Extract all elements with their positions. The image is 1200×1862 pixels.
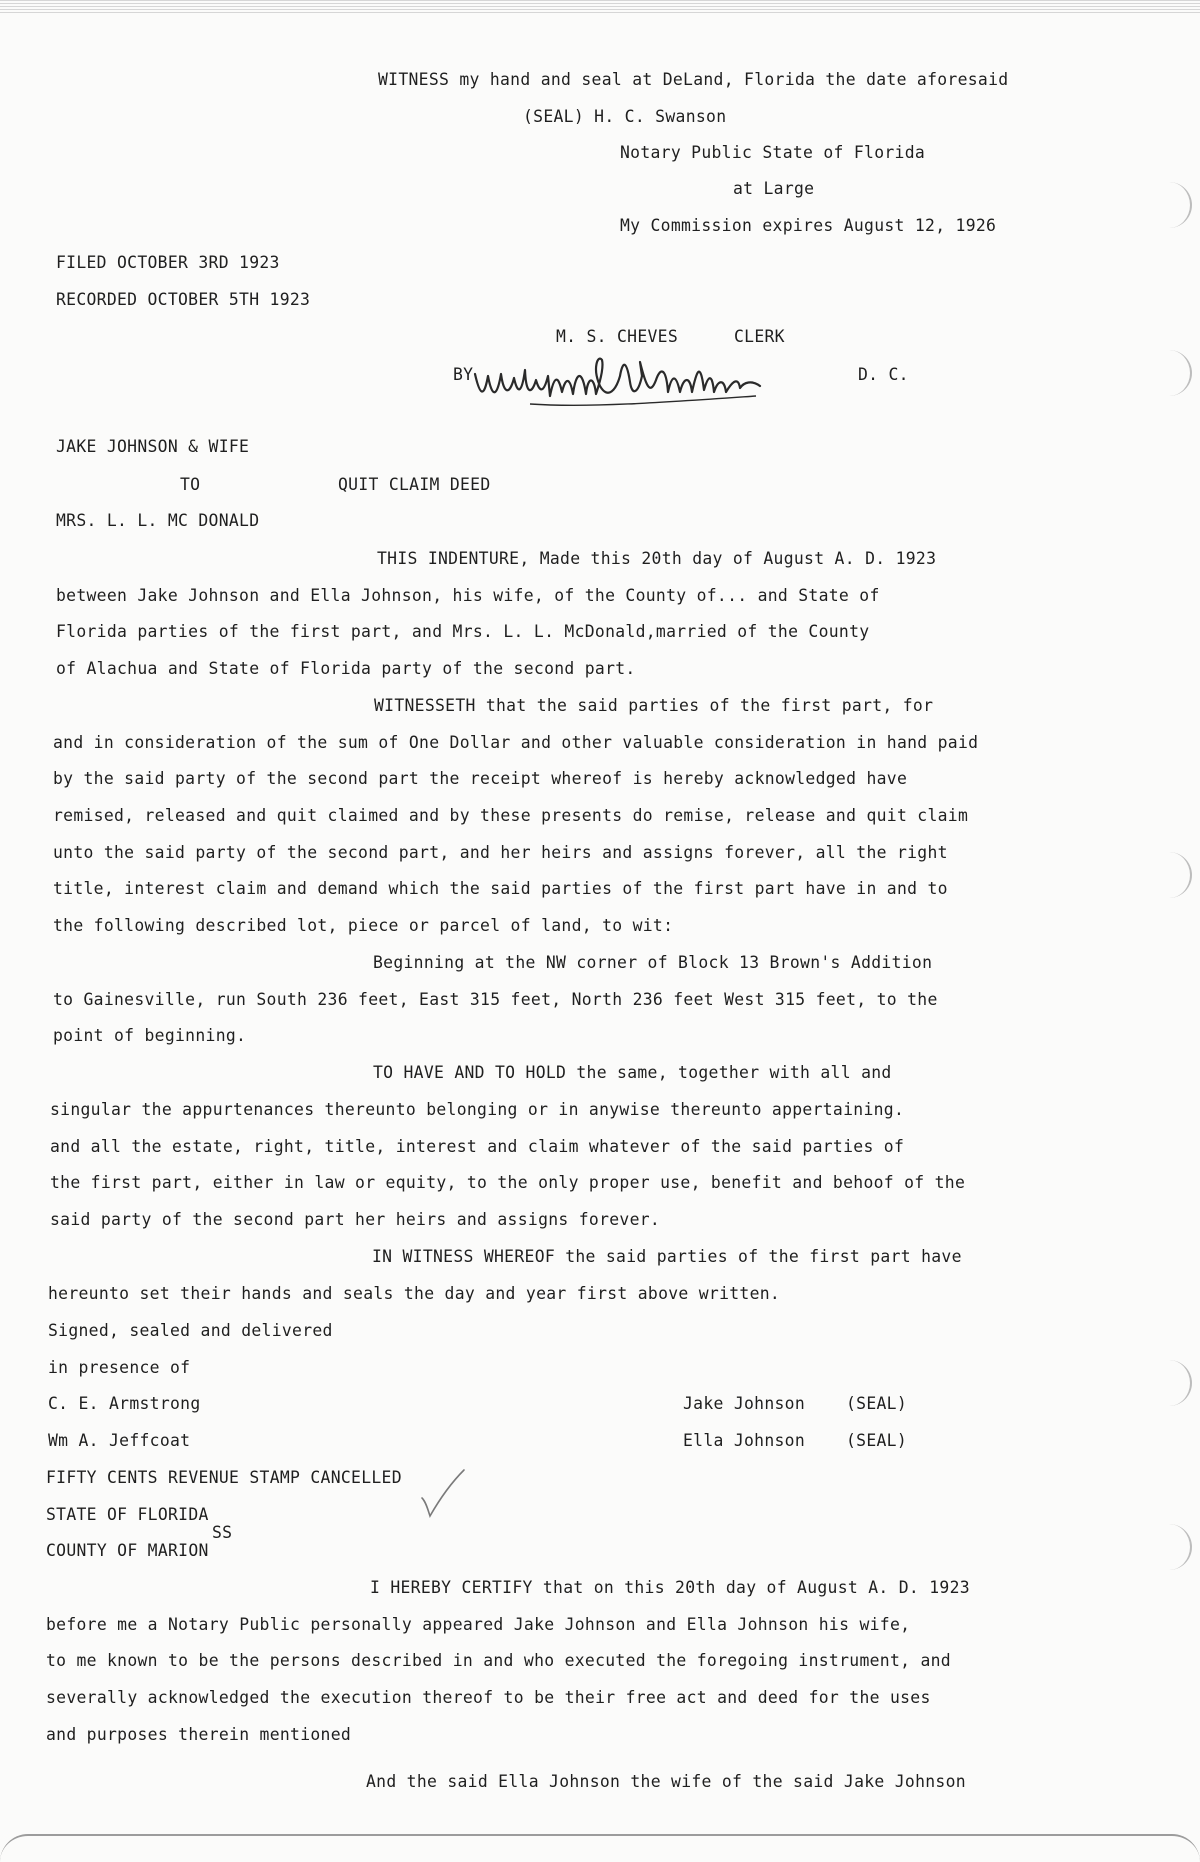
text-line-cert-02: before me a Notary Public personally appeared Jake Johnson and Ella Johnson his wife, bbox=[46, 1615, 911, 1634]
text-line-witness-1: C. E. Armstrong bbox=[48, 1394, 201, 1413]
text-line-county: COUNTY OF MARION bbox=[46, 1541, 209, 1560]
punch-hole bbox=[1162, 852, 1192, 898]
text-line-cert-01: I HEREBY CERTIFY that on this 20th day of August A. D. 1923 bbox=[370, 1578, 970, 1597]
text-line-witness-2: Wm A. Jeffcoat bbox=[48, 1431, 191, 1450]
text-line-body-16: singular the appurtenances thereunto belonging or in anywise thereunto appertaining. bbox=[50, 1100, 905, 1119]
text-line-body-17: and all the estate, right, title, interest and claim whatever of the said parties of bbox=[50, 1137, 905, 1156]
text-line-body-15: TO HAVE AND TO HOLD the same, together with all and bbox=[373, 1063, 892, 1082]
text-line-body-18: the first part, either in law or equity, to the only proper use, benefit and behoof of the bbox=[50, 1173, 966, 1192]
text-line-grantee: MRS. L. L. MC DONALD bbox=[56, 511, 260, 530]
text-line-recorded: RECORDED OCTOBER 5TH 1923 bbox=[56, 290, 311, 309]
text-line-body-12: Beginning at the NW corner of Block 13 Brown's Addition bbox=[373, 953, 933, 972]
text-line-grantor: JAKE JOHNSON & WIFE bbox=[56, 437, 250, 456]
text-line-seal-1: (SEAL) bbox=[846, 1394, 908, 1413]
text-line-body-20: IN WITNESS WHEREOF the said parties of the first part have bbox=[372, 1247, 962, 1266]
text-line-body-06: and in consideration of the sum of One Dollar and other valuable consideration in hand paid bbox=[53, 733, 979, 752]
text-line-body-08: remised, released and quit claimed and by these presents do remise, release and quit claim bbox=[53, 806, 969, 825]
text-line-cert-04: severally acknowledged the execution thereof to be their free act and deed for the uses bbox=[46, 1688, 931, 1707]
text-line-body-13: to Gainesville, run South 236 feet, East 315 feet, North 236 feet West 315 feet, to the bbox=[53, 990, 938, 1009]
text-line-body-04: of Alachua and State of Florida party of the second part. bbox=[56, 659, 636, 678]
text-line-signer-2: Ella Johnson bbox=[683, 1431, 806, 1450]
text-line-deed-type: QUIT CLAIM DEED bbox=[338, 475, 491, 494]
punch-holes bbox=[1160, 0, 1200, 1860]
text-line-body-07: by the said party of the second part the receipt whereof is hereby acknowledged have bbox=[53, 769, 908, 788]
text-line-signer-1: Jake Johnson bbox=[683, 1394, 806, 1413]
text-line-body-21: hereunto set their hands and seals the day and year first above written. bbox=[48, 1284, 781, 1303]
punch-hole bbox=[1162, 182, 1192, 228]
text-line-clerk-title: CLERK bbox=[734, 327, 785, 346]
text-line-by: BY bbox=[453, 365, 474, 384]
text-line-body-11: the following described lot, piece or parcel of land, to wit: bbox=[53, 916, 674, 935]
punch-hole bbox=[1162, 350, 1192, 396]
page-bottom-edge bbox=[0, 1834, 1200, 1862]
text-line-body-02: between Jake Johnson and Ella Johnson, his wife, of the County of... and State of bbox=[56, 586, 880, 605]
text-line-body-09: unto the said party of the second part, and her heirs and assigns forever, all the right bbox=[53, 843, 948, 862]
text-line-body-19: said party of the second part her heirs and assigns forever. bbox=[50, 1210, 661, 1229]
text-line-ss: SS bbox=[212, 1523, 233, 1542]
text-line-signed: Signed, sealed and delivered bbox=[48, 1321, 333, 1340]
text-line-witness-hand: WITNESS my hand and seal at DeLand, Florida the date aforesaid bbox=[378, 70, 1009, 89]
text-line-body-05: WITNESSETH that the said parties of the first part, for bbox=[374, 696, 934, 715]
text-line-cert-05: and purposes therein mentioned bbox=[46, 1725, 352, 1744]
text-line-body-10: title, interest claim and demand which the said parties of the first part have in and to bbox=[53, 879, 948, 898]
text-line-seal-swanson: (SEAL) H. C. Swanson bbox=[523, 107, 727, 126]
text-line-to: TO bbox=[180, 475, 201, 494]
text-line-filed: FILED OCTOBER 3RD 1923 bbox=[56, 253, 280, 272]
clerk-signature bbox=[470, 346, 790, 416]
text-line-body-01: THIS INDENTURE, Made this 20th day of August A. D. 1923 bbox=[377, 549, 937, 568]
text-line-body-03: Florida parties of the first part, and Mrs. L. L. McDonald,married of the County bbox=[56, 622, 870, 641]
punch-hole bbox=[1162, 1524, 1192, 1570]
text-line-dc: D. C. bbox=[858, 365, 909, 384]
text-line-state: STATE OF FLORIDA bbox=[46, 1505, 209, 1524]
text-line-cert-06: And the said Ella Johnson the wife of the said Jake Johnson bbox=[366, 1772, 966, 1791]
text-line-body-14: point of beginning. bbox=[53, 1026, 247, 1045]
punch-hole bbox=[1162, 1360, 1192, 1406]
text-line-at-large: at Large bbox=[733, 179, 815, 198]
text-line-cert-03: to me known to be the persons described in and who executed the foregoing instrument, and bbox=[46, 1651, 951, 1670]
text-line-stamp: FIFTY CENTS REVENUE STAMP CANCELLED bbox=[46, 1468, 402, 1487]
text-line-clerk-name: M. S. CHEVES bbox=[556, 327, 679, 346]
text-line-seal-2: (SEAL) bbox=[846, 1431, 908, 1450]
page-top-edge bbox=[0, 0, 1200, 14]
text-line-commission: My Commission expires August 12, 1926 bbox=[620, 216, 997, 235]
check-mark bbox=[418, 1466, 468, 1520]
text-line-notary-public: Notary Public State of Florida bbox=[620, 143, 926, 162]
text-line-presence: in presence of bbox=[48, 1358, 191, 1377]
